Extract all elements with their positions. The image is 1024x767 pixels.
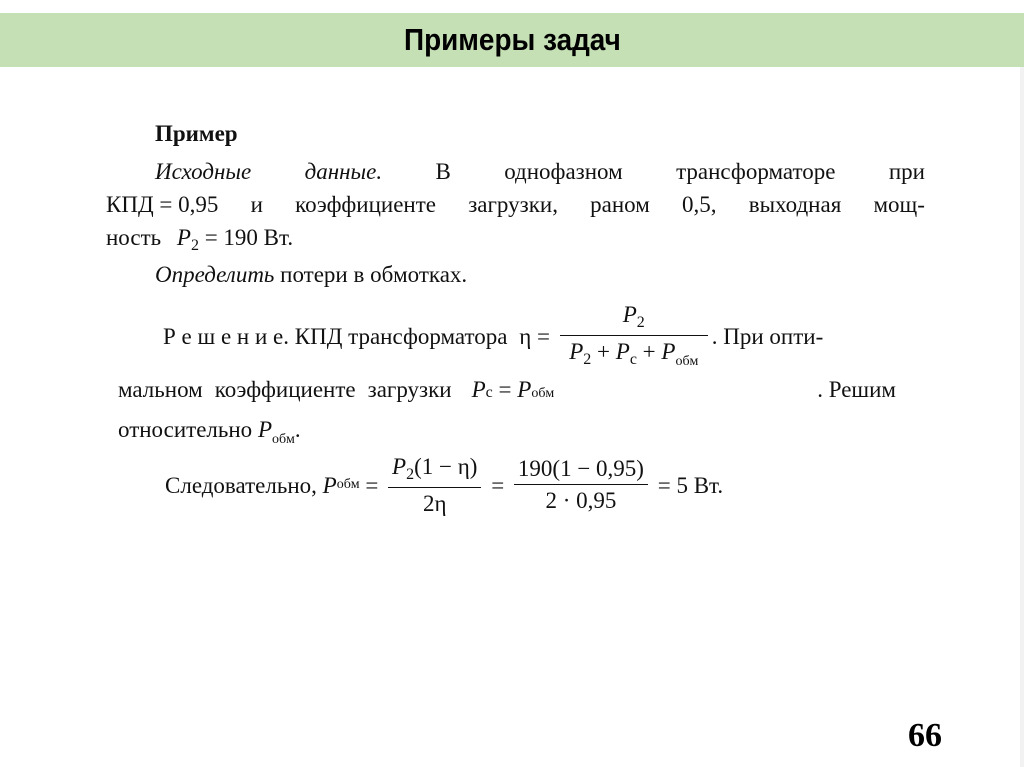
given-word: мощ- [873, 192, 925, 217]
given-word: при [888, 159, 925, 184]
optimal-word: загрузки [367, 377, 452, 402]
given-word: однофазном [504, 159, 623, 184]
solution-label: Р е ш е н и е. [163, 323, 289, 349]
conclusion-line [165, 455, 723, 516]
result-value: = 5 Вт. [651, 472, 724, 498]
numerator-rest: (1 − η) [414, 454, 478, 479]
optimal-word: мальном [118, 377, 203, 402]
relative-text: относительно [118, 417, 258, 442]
plus: + [636, 338, 662, 364]
power-var: P [622, 302, 637, 327]
fraction-denominator: 2η [422, 490, 447, 516]
equals: = [485, 472, 510, 498]
power-sub: 2 [636, 314, 645, 331]
given-line-3 [106, 226, 293, 254]
slide-edge [1020, 67, 1024, 767]
power-var: P [471, 377, 486, 402]
task-line [155, 263, 467, 286]
given-word: и [250, 192, 263, 217]
given-word: КПД = 0,95 [106, 192, 219, 217]
eta-symbol: η [519, 323, 532, 349]
power-sub: 2 [406, 466, 415, 483]
given-word: В [435, 159, 451, 184]
plus: + [591, 338, 616, 364]
given-word: 0,5, [682, 192, 717, 217]
power-var: P [569, 338, 584, 364]
power-sub: 2 [190, 237, 199, 254]
power-var: P [176, 225, 191, 250]
given-word: данные. [304, 159, 383, 184]
power-var: P [661, 338, 676, 364]
example-heading: Пример [155, 121, 238, 146]
slide-title: Примеры задач [403, 22, 621, 57]
given-value: = 190 Вт. [198, 225, 294, 250]
efficiency-fraction [560, 303, 708, 369]
fraction-numerator [560, 303, 708, 336]
power-sub: 2 [583, 350, 592, 368]
power-sub: обм [675, 353, 699, 369]
power-var: P [322, 472, 337, 498]
header-bar [0, 13, 1024, 67]
power-var: P [392, 454, 407, 479]
given-word: загрузки, [468, 192, 558, 217]
solution-after: . При опти- [711, 323, 824, 349]
fraction-denominator: 2 · 0,95 [545, 488, 617, 514]
optimal-word: коэффициенте [214, 377, 356, 402]
power-sub: с [629, 350, 637, 368]
given-word: трансформаторе [676, 159, 836, 184]
power-sub: обм [531, 386, 555, 401]
result-fraction-2 [514, 457, 648, 513]
power-sub: с [485, 384, 493, 401]
conclusion-label: Следовательно, [165, 472, 323, 498]
given-word: коэффициенте [295, 192, 436, 217]
task-text: потери в обмотках. [274, 262, 468, 287]
result-fraction-1 [388, 455, 481, 516]
task-label: Определить [155, 262, 275, 287]
fraction-numerator: 190(1 − 0,95) [514, 457, 648, 485]
fraction-numerator [388, 455, 481, 488]
page-number: 66 [908, 717, 942, 754]
solution-text: КПД трансформатора [289, 323, 514, 349]
power-var: P [257, 417, 272, 442]
given-word: раном [590, 192, 650, 217]
equals: = [359, 472, 385, 498]
solution-line [163, 303, 823, 369]
equals: = [492, 377, 518, 402]
power-var: P [517, 377, 532, 402]
given-line-2 [106, 193, 925, 216]
period: . [294, 417, 301, 442]
optimal-after: . Решим [817, 377, 896, 402]
given-text: ность [106, 225, 162, 250]
relative-line [118, 418, 301, 447]
given-word: Исходные [155, 159, 252, 184]
optimal-line [118, 378, 896, 401]
power-sub: обм [272, 432, 295, 447]
power-var: P [615, 338, 630, 364]
equals: = [531, 323, 556, 349]
power-sub: обм [336, 477, 360, 493]
fraction-denominator [565, 336, 702, 370]
given-word: выходная [748, 192, 842, 217]
given-line-1 [155, 160, 925, 183]
